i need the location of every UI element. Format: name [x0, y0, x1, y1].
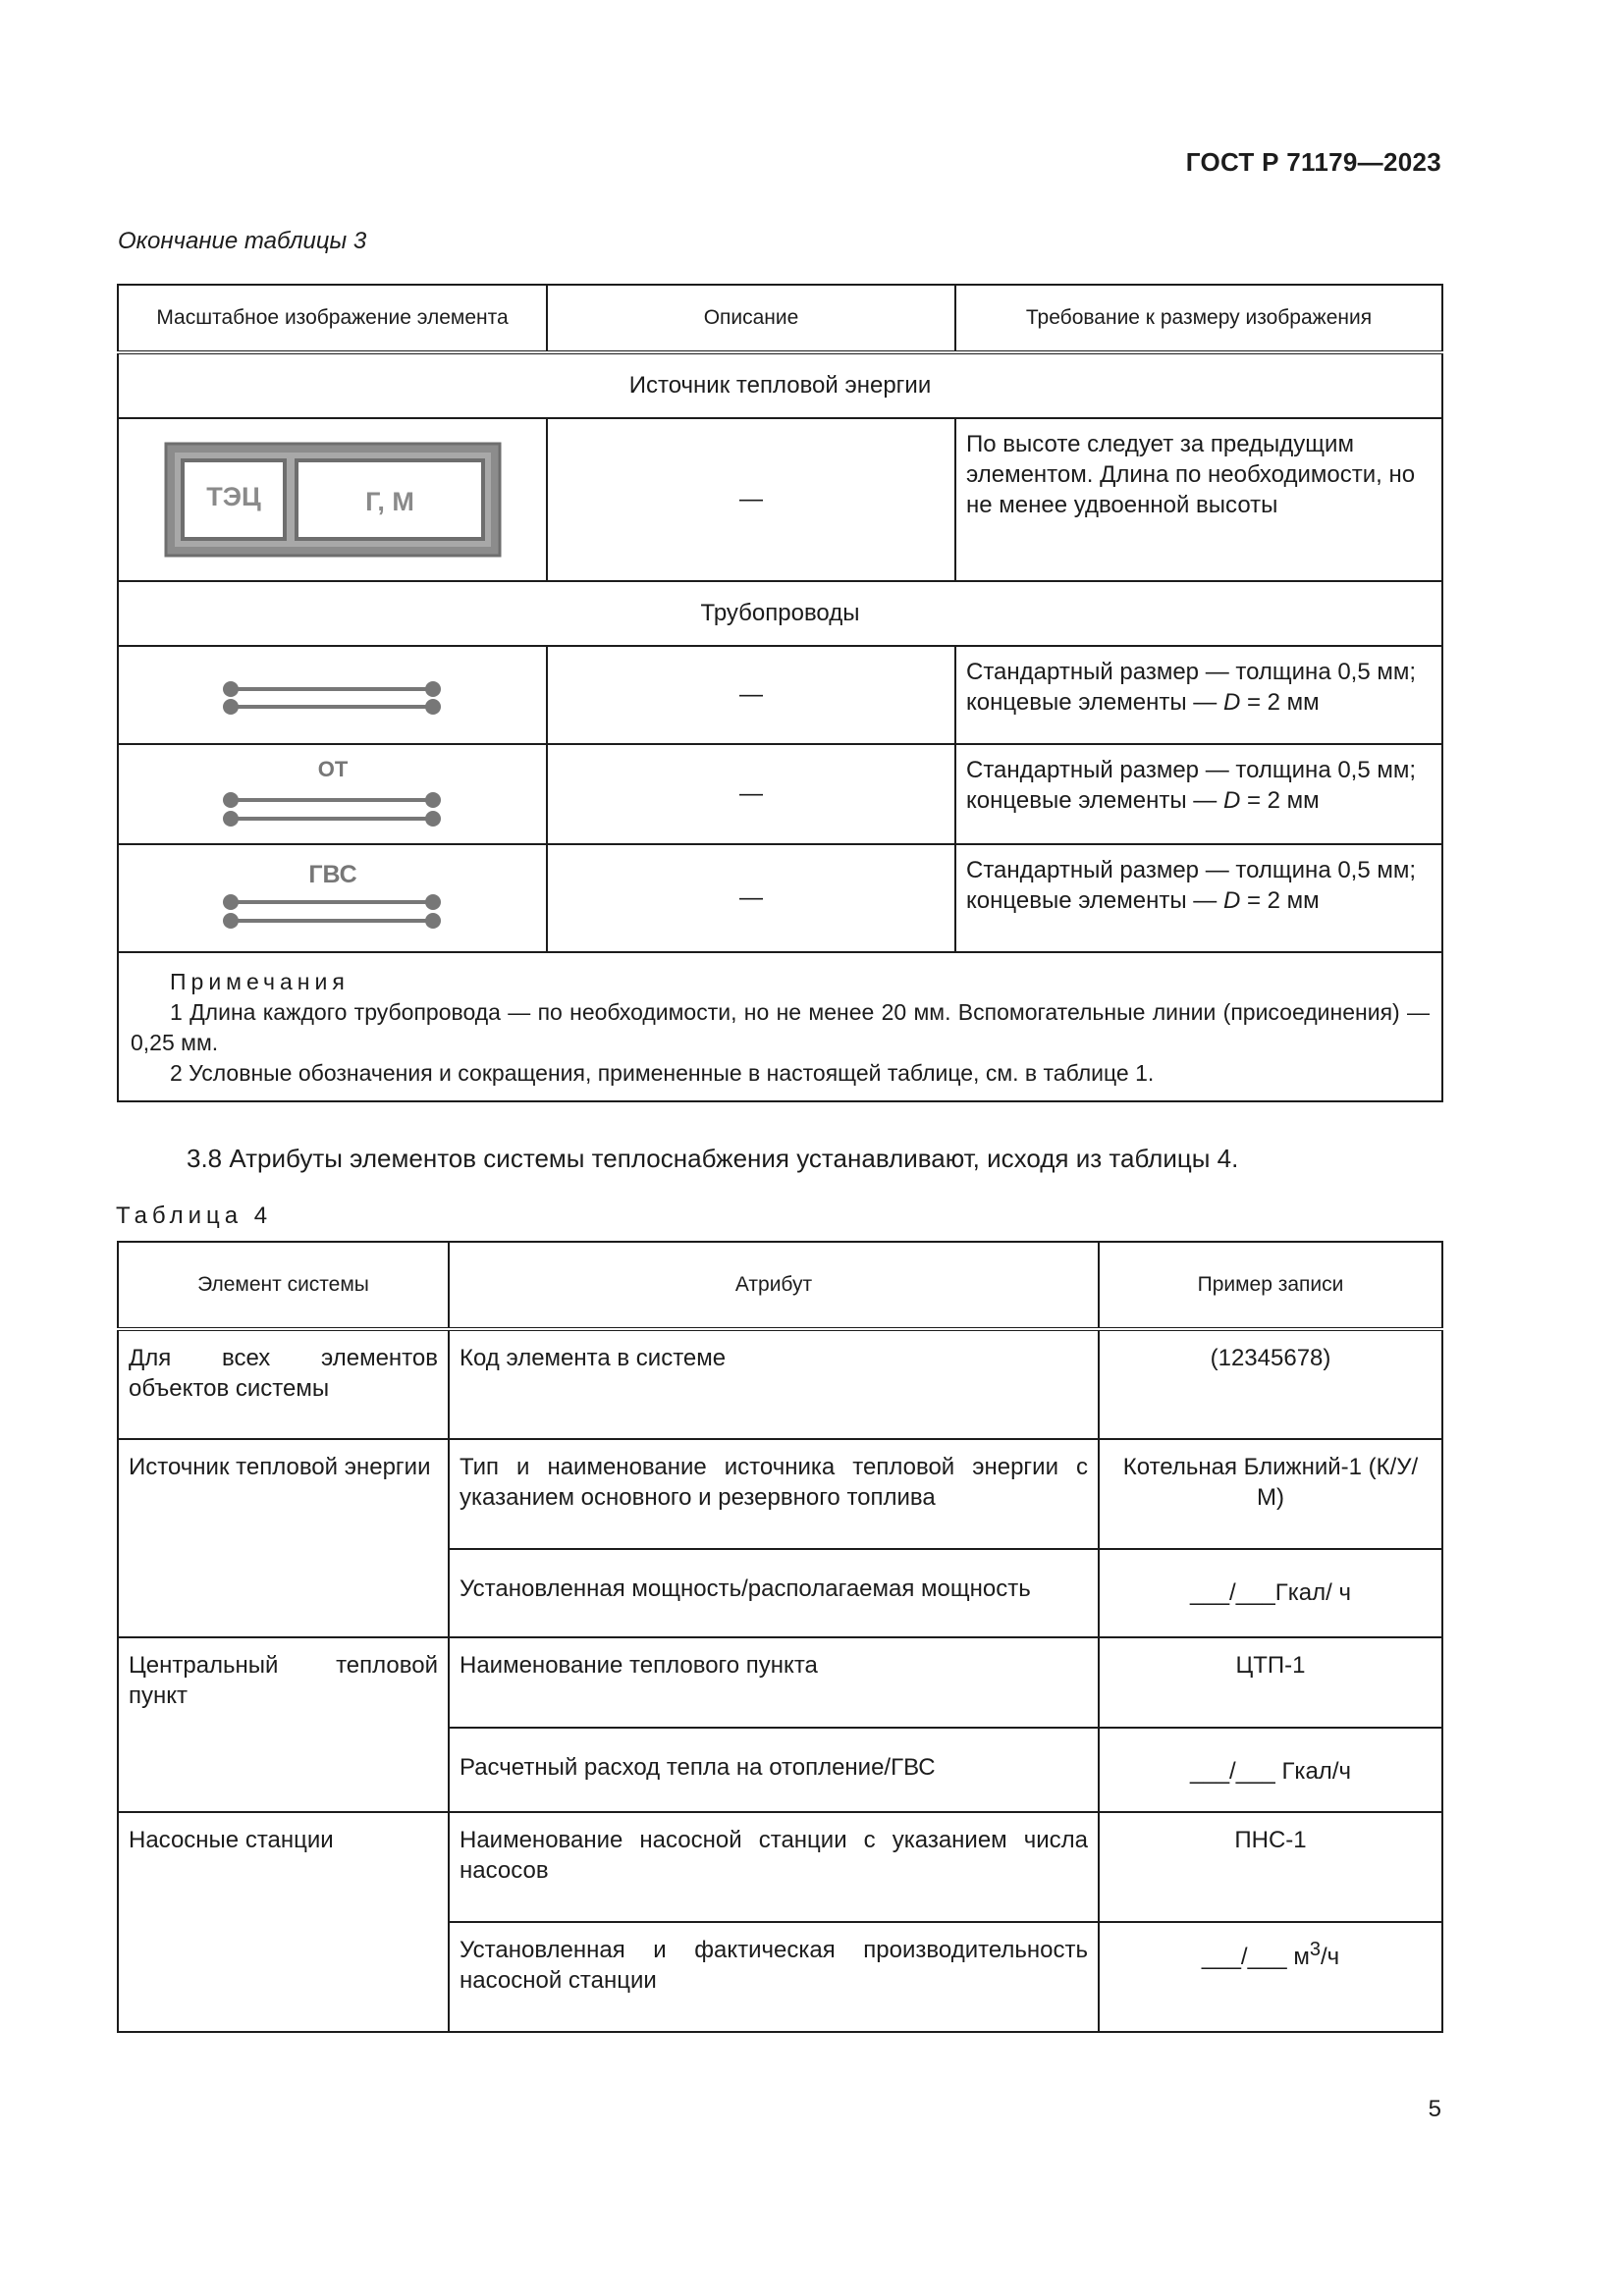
example-cell: ___/___Гкал/ ч	[1099, 1549, 1442, 1637]
pipeline-label-ot: ОТ	[317, 757, 348, 781]
table3-header-row	[118, 285, 1442, 352]
section-pipelines: Трубопроводы	[118, 581, 1442, 646]
example-unit: /ч	[1320, 1944, 1340, 1970]
pipeline-gvs-symbol	[215, 857, 451, 939]
table4-col-element: Элемент системы	[118, 1242, 449, 1329]
requirement-variable: D	[1222, 787, 1241, 814]
example-cell: ___/___ Гкал/ч	[1099, 1728, 1442, 1812]
table-row	[118, 1439, 1442, 1549]
heat-source-label-tec: ТЭЦ	[205, 482, 261, 511]
table3	[117, 284, 1443, 1102]
attribute-cell: Тип и наименование источника тепловой энергии с указанием основного и резервного топлива	[449, 1439, 1099, 1549]
element-cell: Насосные станции	[118, 1812, 449, 2032]
attribute-cell: Наименование теплового пункта	[449, 1637, 1099, 1728]
attribute-cell: Установленная мощность/располагаемая мощность	[449, 1549, 1099, 1637]
pipeline-ot-requirement	[955, 744, 1442, 844]
table3-col-description: Описание	[547, 285, 955, 352]
pipeline-row-gvs	[118, 844, 1442, 952]
attribute-cell: Код элемента в системе	[449, 1329, 1099, 1439]
heat-source-symbol-cell	[118, 418, 547, 581]
heat-source-description: —	[547, 418, 955, 581]
example-cell: (12345678)	[1099, 1329, 1442, 1439]
heat-source-symbol	[163, 441, 503, 559]
table3-col-requirement: Требование к размеру изображения	[955, 285, 1442, 352]
requirement-text: Стандартный размер — толщина 0,5 мм; концевые элементы —	[966, 659, 1417, 716]
heat-source-requirement: По высоте следует за предыдущим элементом. Длина по необходимости, но не менее удвоенной высоты	[955, 418, 1442, 581]
example-text: ___/___ м	[1201, 1944, 1310, 1970]
pipeline-gvs-symbol-cell	[118, 844, 547, 952]
pipeline-symbol-cell	[118, 646, 547, 744]
pipeline-row	[118, 646, 1442, 744]
pipeline-ot-description: —	[547, 744, 955, 844]
attribute-cell: Установленная и фактическая производительность насосной станции	[449, 1922, 1099, 2032]
notes-title: Примечания	[170, 969, 350, 994]
pipeline-ot-symbol-cell	[118, 744, 547, 844]
pipeline-row-ot	[118, 744, 1442, 844]
table4-col-attribute: Атрибут	[449, 1242, 1099, 1329]
note-1: 1 Длина каждого трубопровода — по необходимости, но не менее 20 мм. Вспомогательные линии (присоединения) — 0,25 мм.	[131, 999, 1430, 1055]
element-cell: Для всех элементов объектов системы	[118, 1329, 449, 1439]
table4-caption: Таблица 4	[116, 1202, 273, 1229]
requirement-text: Стандартный размер — толщина 0,5 мм; концевые элементы —	[966, 757, 1417, 814]
pipeline-label-gvs: ГВС	[307, 861, 357, 888]
table3-continuation-caption: Окончание таблицы 3	[118, 228, 367, 254]
example-superscript: 3	[1309, 1939, 1321, 1960]
note-2: 2 Условные обозначения и сокращения, примененные в настоящей таблице, см. в таблице 1.	[170, 1060, 1155, 1086]
example-cell: ЦТП-1	[1099, 1637, 1442, 1728]
pipeline-description: —	[547, 646, 955, 744]
table-row	[118, 1812, 1442, 1922]
requirement-text: Стандартный размер — толщина 0,5 мм; концевые элементы —	[966, 857, 1417, 914]
requirement-variable: D	[1222, 887, 1241, 914]
section-heat-source: Источник тепловой энергии	[118, 352, 1442, 418]
heat-source-row	[118, 418, 1442, 581]
paragraph-3-8: 3.8 Атрибуты элементов системы теплоснабжения устанавливают, исходя из таблицы 4.	[187, 1144, 1239, 1173]
pipeline-gvs-requirement	[955, 844, 1442, 952]
pipeline-gvs-description: —	[547, 844, 955, 952]
requirement-value: = 2 мм	[1240, 787, 1320, 814]
pipeline-requirement	[955, 646, 1442, 744]
requirement-value: = 2 мм	[1240, 887, 1320, 914]
table4-col-example: Пример записи	[1099, 1242, 1442, 1329]
table3-col-image: Масштабное изображение элемента	[118, 285, 547, 352]
heat-source-label-fuel: Г, М	[364, 487, 414, 516]
page-number: 5	[1428, 2096, 1441, 2122]
pipeline-symbol	[215, 661, 451, 729]
attribute-cell: Наименование насосной станции с указанием числа насосов	[449, 1812, 1099, 1922]
element-cell: Центральный тепловой пункт	[118, 1637, 449, 1812]
table4	[117, 1241, 1443, 2033]
requirement-variable: D	[1222, 689, 1241, 716]
example-cell	[1099, 1922, 1442, 2032]
table-row	[118, 1637, 1442, 1728]
document-code: ГОСТ Р 71179—2023	[1185, 147, 1441, 177]
table-row	[118, 1329, 1442, 1439]
requirement-value: = 2 мм	[1240, 689, 1320, 716]
table3-notes	[118, 952, 1442, 1101]
element-cell: Источник тепловой энергии	[118, 1439, 449, 1637]
example-cell: Котельная Ближний-1 (К/У/М)	[1099, 1439, 1442, 1549]
example-cell: ПНС-1	[1099, 1812, 1442, 1922]
table4-header-row	[118, 1242, 1442, 1329]
attribute-cell: Расчетный расход тепла на отопление/ГВС	[449, 1728, 1099, 1812]
pipeline-ot-symbol	[215, 753, 451, 835]
